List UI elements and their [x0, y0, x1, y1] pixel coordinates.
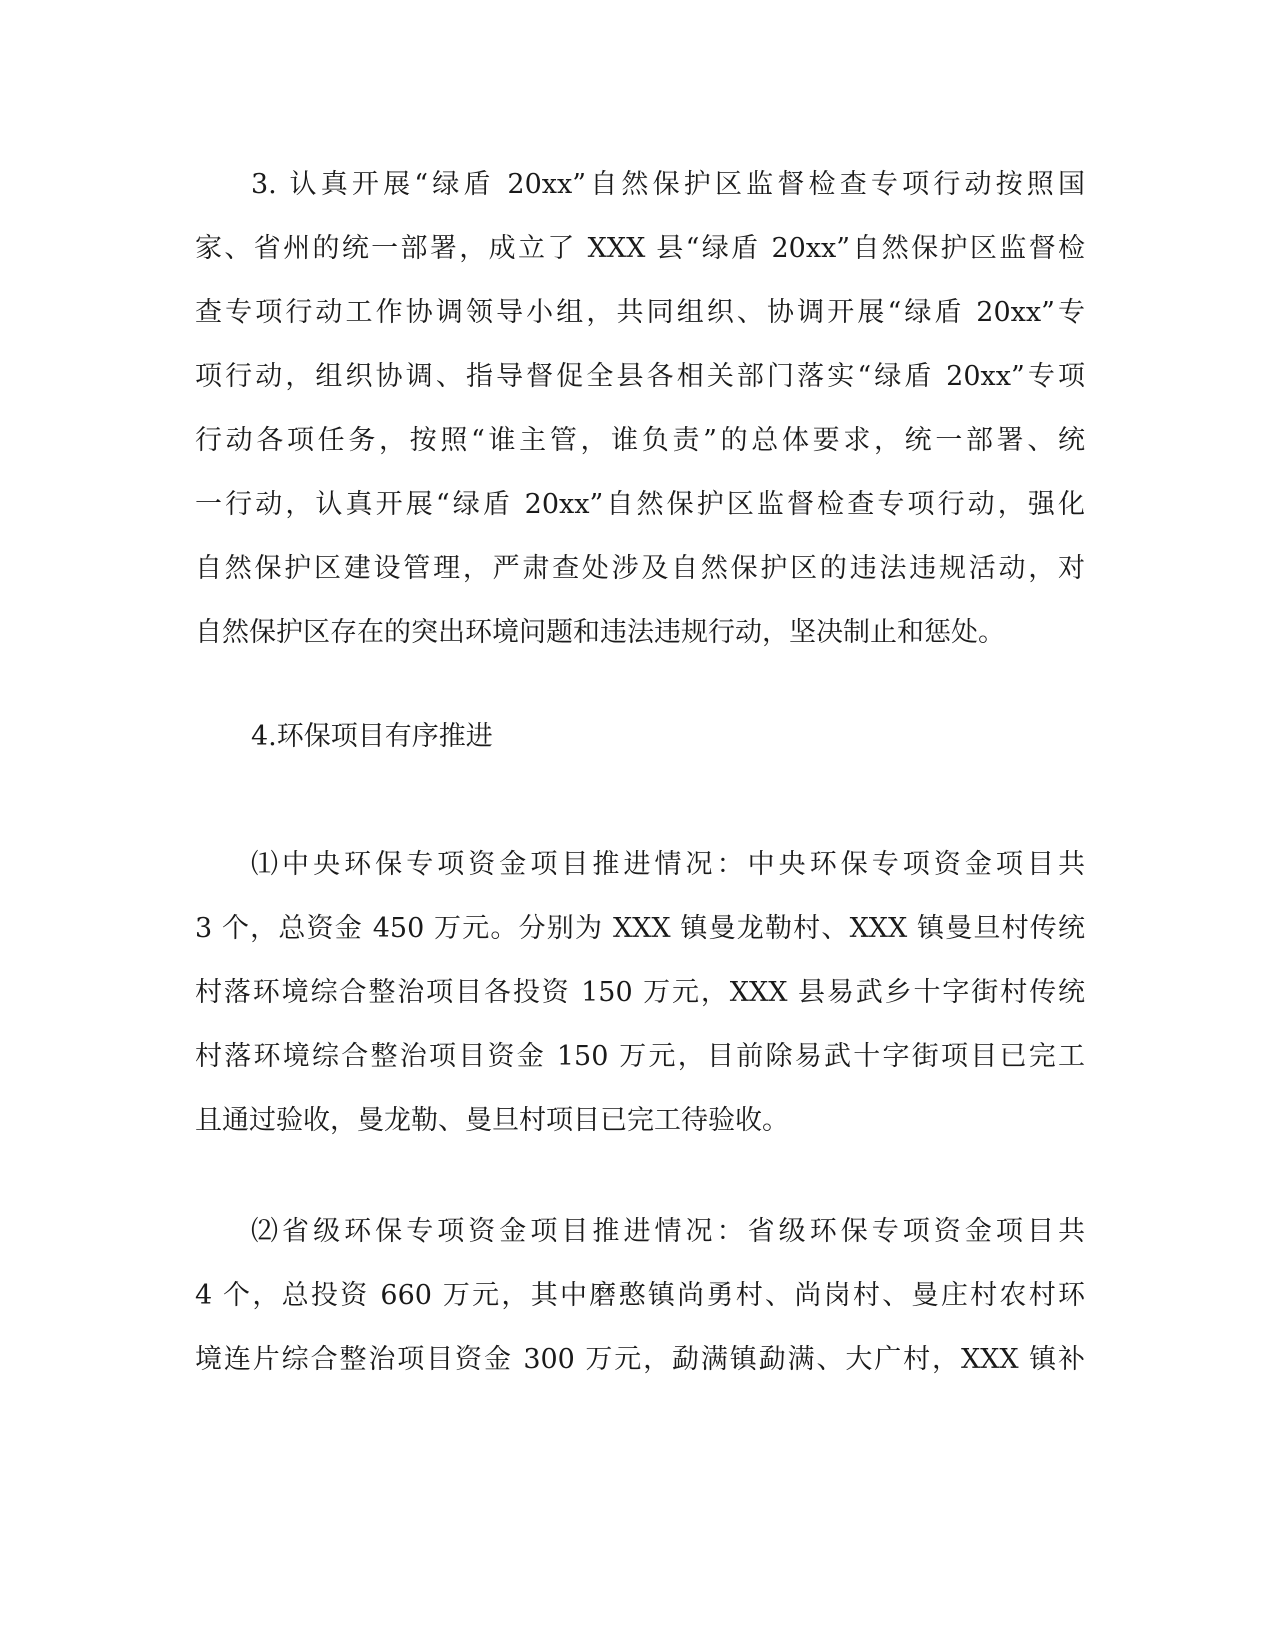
paragraph-green-shield-action — [195, 153, 1085, 665]
text-line: 境连片综合整治项目资金 300 万元，勐满镇勐满、大广村，XXX 镇补 — [195, 1344, 1085, 1375]
text-line: 行动各项任务，按照“谁主管，谁负责”的总体要求，统一部署、统 — [195, 425, 1085, 456]
paragraph-central-funds — [195, 833, 1085, 1153]
text-line: 自然保护区建设管理，严肃查处涉及自然保护区的违法违规活动，对 — [195, 553, 1085, 584]
text-line: 4 个，总投资 660 万元，其中磨憨镇尚勇村、尚岗村、曼庄村农村环 — [195, 1280, 1085, 1311]
text-line: 家、省州的统一部署，成立了 XXX 县“绿盾 20xx”自然保护区监督检 — [195, 233, 1085, 264]
text-line: ⑵省级环保专项资金项目推进情况：省级环保专项资金项目共 — [251, 1216, 1085, 1247]
text-line: 一行动，认真开展“绿盾 20xx”自然保护区监督检查专项行动，强化 — [195, 489, 1085, 520]
text-line: ⑴中央环保专项资金项目推进情况：中央环保专项资金项目共 — [251, 849, 1085, 880]
text-line: 且通过验收，曼龙勒、曼旦村项目已完工待验收。 — [195, 1105, 789, 1136]
text-line: 查专项行动工作协调领导小组，共同组织、协调开展“绿盾 20xx”专 — [195, 297, 1085, 328]
text-line: 3 个，总资金 450 万元。分别为 XXX 镇曼龙勒村、XXX 镇曼旦村传统 — [195, 913, 1085, 944]
text-line: 3. 认真开展“绿盾 20xx”自然保护区监督检查专项行动按照国 — [251, 169, 1085, 200]
section-heading: 4.环保项目有序推进 — [251, 721, 493, 752]
text-line: 项行动，组织协调、指导督促全县各相关部门落实“绿盾 20xx”专项 — [195, 361, 1085, 392]
text-line: 村落环境综合整治项目各投资 150 万元，XXX 县易武乡十字街村传统 — [195, 977, 1085, 1008]
text-line: 自然保护区存在的突出环境问题和违法违规行动，坚决制止和惩处。 — [195, 617, 1005, 648]
paragraph-provincial-funds — [195, 1200, 1085, 1392]
text-line: 村落环境综合整治项目资金 150 万元，目前除易武十字街项目已完工 — [195, 1041, 1085, 1072]
